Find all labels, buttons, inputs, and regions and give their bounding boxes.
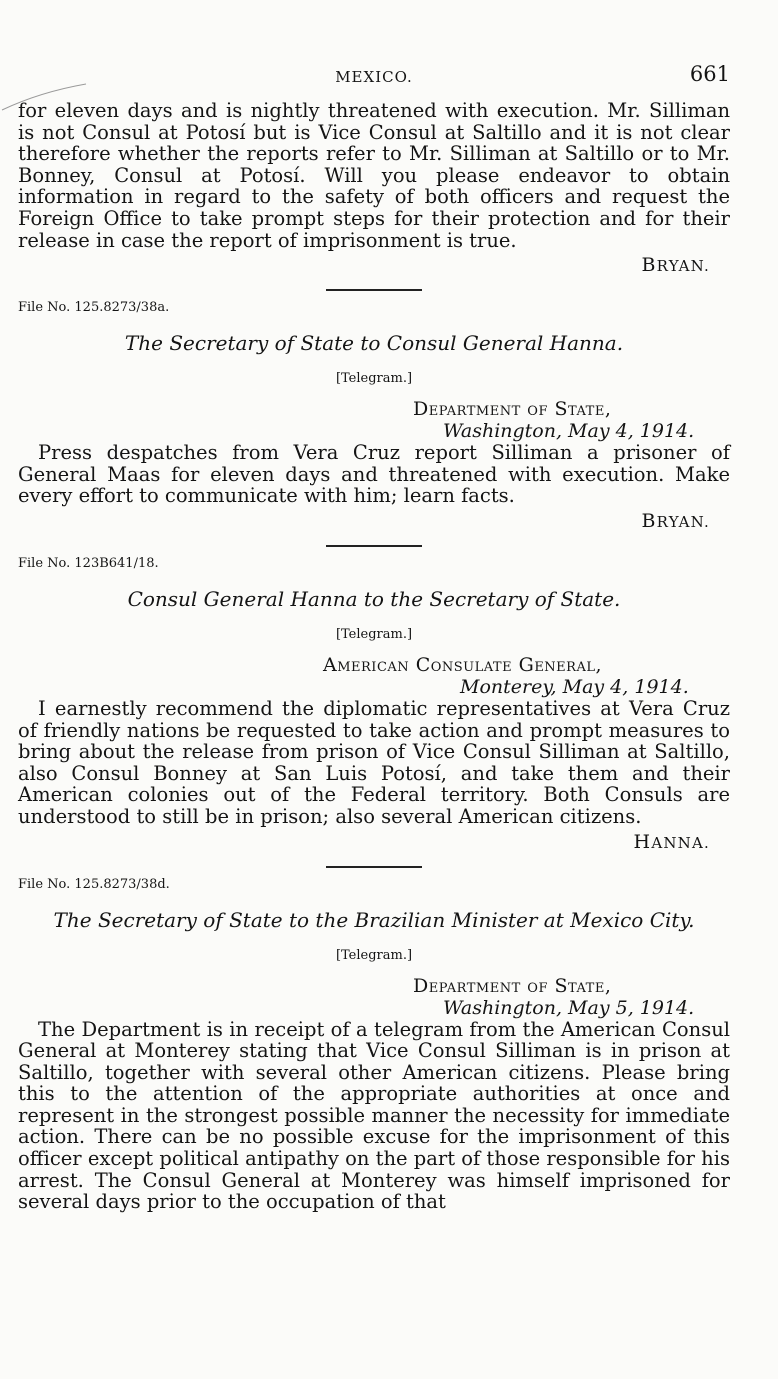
document-title: The Secretary of State to Consul General Hanna.	[124, 331, 624, 356]
telegram-label: [Telegram.]	[335, 371, 413, 387]
dateline-date: Monterey, May 4, 1914.	[460, 675, 689, 698]
dateline-place: Department of State,	[413, 398, 612, 421]
section-document	[18, 556, 730, 853]
signature	[18, 254, 730, 276]
signature-rest: RYAN.	[656, 257, 710, 276]
section-divider	[326, 289, 422, 291]
signature-initial: H	[633, 830, 652, 853]
signature	[18, 831, 730, 853]
file-number: File No. 125.8273/38a.	[18, 300, 170, 316]
running-head: MEXICO.	[335, 68, 413, 86]
signature-rest: RYAN.	[656, 512, 710, 531]
body-text: for eleven days and is nightly threatened with execution. Mr. Silliman is not Consul at Potosí but is Vice Consul at Saltillo and it is not clear therefore whether the reports refer to Mr. Silliman at Saltillo or to Mr. Bonney, Consul at Potosí. Will you please endeavor to obtain information in regard to the safety of both officers and request the Foreign Office to take prompt steps for their protection and for their release in case the report of imprisonment is true.	[18, 99, 730, 252]
dateline-place: American Consulate General,	[323, 653, 603, 676]
document-title: Consul General Hanna to the Secretary of State.	[127, 586, 621, 611]
section-document	[18, 300, 730, 532]
telegram-label: [Telegram.]	[335, 947, 413, 963]
section-divider	[326, 545, 422, 547]
document-title: The Secretary of State to the Brazilian Minister at Mexico City.	[53, 907, 695, 932]
dateline	[413, 398, 730, 442]
body-text: Press despatches from Vera Cruz report Silliman a prisoner of General Maas for eleven days and threatened with execution. Make every effort to communicate with him; learn facts.	[18, 441, 730, 508]
body-text: The Department is in receipt of a telegram from the American Consul General at Monterey stating that Vice Consul Silliman is in prison at Saltillo, together with several other American citizens. Please bring this to the attention of the appropriate authorities at once and represent in the strongest possible manner the necessity for immediate action. There can be no possible excuse for the imprisonment of this officer except political antipathy on the part of those responsible for his arrest. The Consul General at Monterey was himself imprisoned for several days prior to the occupation of that	[18, 1017, 730, 1214]
section-document	[18, 877, 730, 1213]
signature-rest: ANNA.	[651, 833, 710, 852]
signature-initial: B	[641, 509, 657, 532]
signature	[18, 510, 730, 532]
dateline	[413, 975, 730, 1019]
dateline	[323, 654, 730, 698]
signature-initial: B	[641, 254, 657, 277]
section-continuation	[18, 100, 730, 276]
telegram-label: [Telegram.]	[335, 626, 413, 642]
file-number: File No. 125.8273/38d.	[18, 876, 170, 892]
body-text: I earnestly recommend the diplomatic representatives at Vera Cruz of friendly nations be requested to take action and prompt measures to bring about the release from prison of Vice Consul Silliman at Saltillo, also Consul Bonney at San Luis Potosí, and take them and their American colonies out of the Federal territory. Both Consuls are understood to still be in prison; also several American citizens.	[18, 696, 730, 828]
dateline-date: Washington, May 5, 1914.	[443, 996, 695, 1019]
document-page	[18, 60, 730, 1213]
section-divider	[326, 866, 422, 868]
file-number: File No. 123B641/18.	[18, 555, 159, 571]
dateline-date: Washington, May 4, 1914.	[443, 420, 695, 443]
page-header	[18, 60, 730, 100]
dateline-place: Department of State,	[413, 974, 612, 997]
page-number: 661	[689, 62, 730, 86]
